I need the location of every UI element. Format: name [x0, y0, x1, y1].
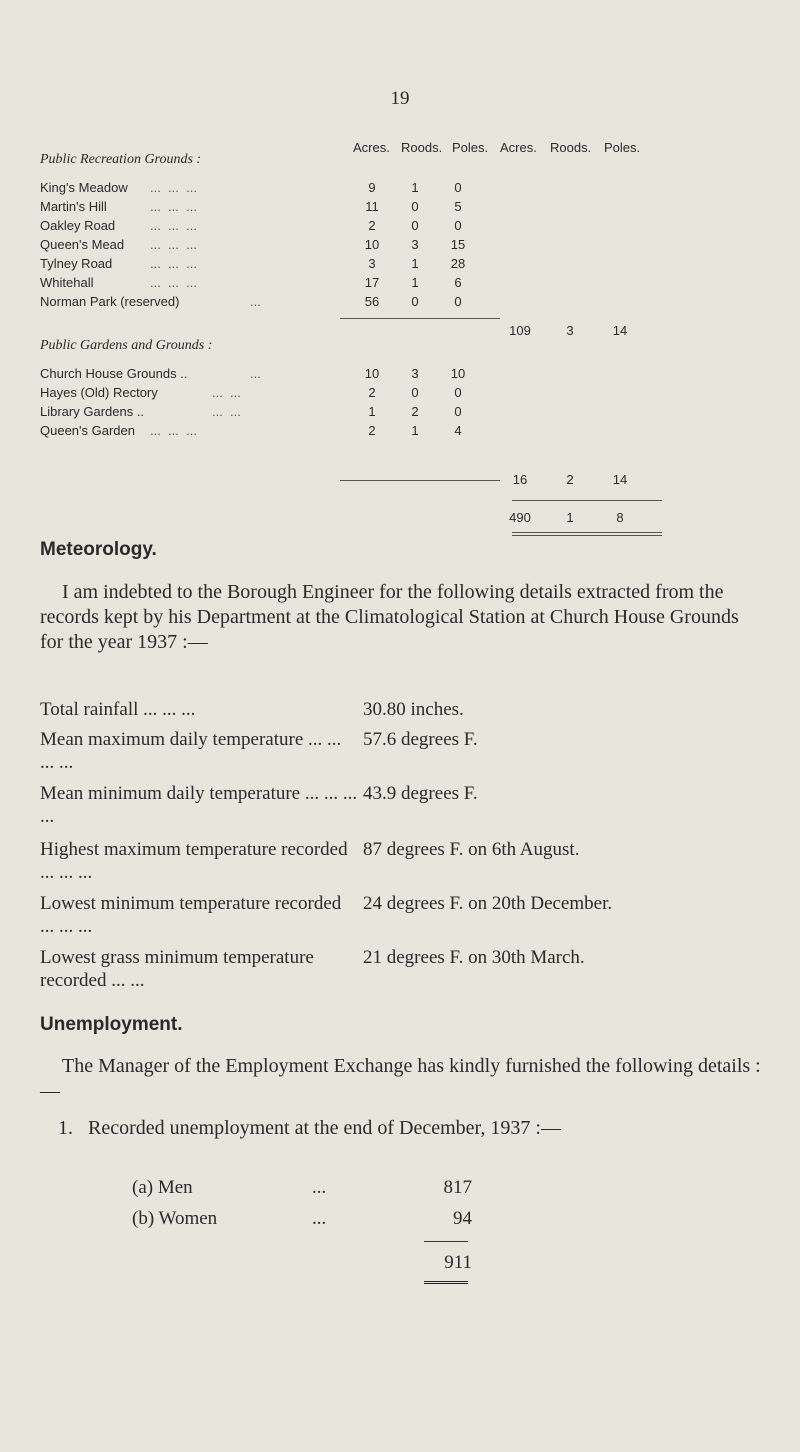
- section-title-recreation: Public Recreation Grounds :: [40, 152, 202, 167]
- unemployment-heading: Unemployment.: [40, 1014, 183, 1035]
- table-row: Tylney Road ... ... ... 3 1 28: [40, 256, 466, 271]
- table-row: Queen's Garden ... ... ... 2 1 4: [40, 423, 462, 438]
- table-row: Library Gardens .. ... ... 1 2 0: [40, 404, 462, 419]
- section-title-gardens: Public Gardens and Grounds :: [40, 338, 213, 353]
- subtotal-acres: 16: [512, 472, 528, 487]
- subtotal-poles: 14: [612, 472, 628, 487]
- divider: [424, 1281, 468, 1284]
- subtotal-poles: 14: [612, 323, 628, 338]
- header-acres: Acres.: [353, 140, 390, 155]
- header-roods: Roods.: [401, 140, 443, 155]
- meteorology-value: 30.80 inches.: [363, 699, 464, 720]
- page-number: 19: [390, 88, 410, 109]
- header-poles-total: Poles.: [604, 140, 641, 155]
- meteorology-label: Mean minimum daily temperature ... ... ... ...: [40, 783, 358, 827]
- table-row: Martin's Hill ... ... ... 11 0 5: [40, 199, 462, 214]
- meteorology-intro: I am indebted to the Borough Engineer for the following details extracted from the records kept by his Department at the Climatological Station at Church House Grounds for the year 1937 :—: [40, 581, 739, 653]
- item-number: 1.: [58, 1117, 73, 1139]
- header-roods-total: Roods.: [550, 140, 592, 155]
- divider: [512, 532, 662, 533]
- grand-total-roods: 1: [566, 510, 574, 525]
- meteorology-value: 43.9 degrees F.: [363, 783, 478, 804]
- document-page: 19 Acres. Roods. Poles. Acres. Roods. Poles. Public Recreation Grounds : King's Meadow ... ... ... 9 1 0 Martin's Hill ... ... ... 11 0 5 Oakley Road ... ... ... 2 0 0 Queen's Mead ... ... ... 10 3 15 Tylney Road ... ... ... 3 1 28 Whitehall ... ... ... 17 1 6 Norman Park (reserved) ... 56 0 0 109 3 14 Public Gardens and Grounds : Church House Grounds .. ... 10 3 10 Hayes (Old) Rectory ... ... 2 0 0 Library Gardens .. ... ... 1 2 0 Queen's Garden ... ... ... 2 1 4 16 2 14 490 1 8 Meteorology. I am indebted to the Borough Engineer for the following details extracted from the records kept by his Department at the Climatological Station at Church House Grounds for the year 1937 :— Total rainfall ... ... ... 30.80 inches. Mean maximum daily temperature ... ... ... ... 57.6 degrees F. Mean minimum daily temperature ... ... ... ... 43.9 degrees F. Highest maximum temperature recorded ... ... ... 87 degrees F. on 6th August. Lowest minimum temperature recorded ... ... ... 24 degrees F. on 20th December. Lowest grass minimum temperature recorded ... ... 21 degrees F. on 30th March. Unemployment. The Manager of the Employment Exchange has kindly furnished the following details :— 1. Recorded unemployment at the end of December, 1937 :— (a) Men ... 817 (b) Women ... 94 911: [0, 0, 800, 1452]
- meteorology-label: Mean maximum daily temperature ... ... ... ...: [40, 729, 342, 773]
- meteorology-heading: Meteorology.: [40, 539, 157, 560]
- meteorology-value: 21 degrees F. on 30th March.: [363, 947, 585, 968]
- meteorology-label: Highest maximum temperature recorded ... ... ...: [40, 839, 348, 883]
- table-row: Whitehall ... ... ... 17 1 6: [40, 275, 462, 290]
- table-row: Queen's Mead ... ... ... 10 3 15: [40, 237, 466, 252]
- divider: [512, 500, 662, 501]
- divider: [340, 480, 500, 481]
- unemployment-total: 911: [444, 1252, 472, 1273]
- grand-total-acres: 490: [509, 510, 531, 525]
- meteorology-label: Lowest minimum temperature recorded ... ... ...: [40, 893, 342, 937]
- meteorology-value: 87 degrees F. on 6th August.: [363, 839, 580, 860]
- header-acres-total: Acres.: [500, 140, 537, 155]
- meteorology-value: 57.6 degrees F.: [363, 729, 478, 750]
- subtotal-roods: 3: [566, 323, 574, 338]
- meteorology-label: Total rainfall ... ... ...: [40, 699, 196, 720]
- subtotal-acres: 109: [509, 323, 531, 338]
- divider: [512, 535, 662, 536]
- subtotal-roods: 2: [566, 472, 574, 487]
- table-row: Oakley Road ... ... ... 2 0 0: [40, 218, 462, 233]
- table-row: Hayes (Old) Rectory ... ... 2 0 0: [40, 385, 462, 400]
- table-row: King's Meadow ... ... ... 9 1 0: [40, 180, 462, 195]
- table-row: Norman Park (reserved) ... 56 0 0: [40, 294, 462, 309]
- meteorology-label: Lowest grass minimum temperature recorded ... ...: [40, 947, 314, 991]
- item-text: Recorded unemployment at the end of December, 1937 :—: [88, 1117, 561, 1139]
- header-poles: Poles.: [452, 140, 489, 155]
- grand-total-poles: 8: [616, 510, 624, 525]
- divider: [340, 318, 500, 319]
- meteorology-value: 24 degrees F. on 20th December.: [363, 893, 613, 914]
- table-row: Church House Grounds .. ... 10 3 10: [40, 366, 466, 381]
- unemployment-intro: The Manager of the Employment Exchange has kindly furnished the following details :—: [40, 1055, 761, 1102]
- divider: [424, 1241, 468, 1242]
